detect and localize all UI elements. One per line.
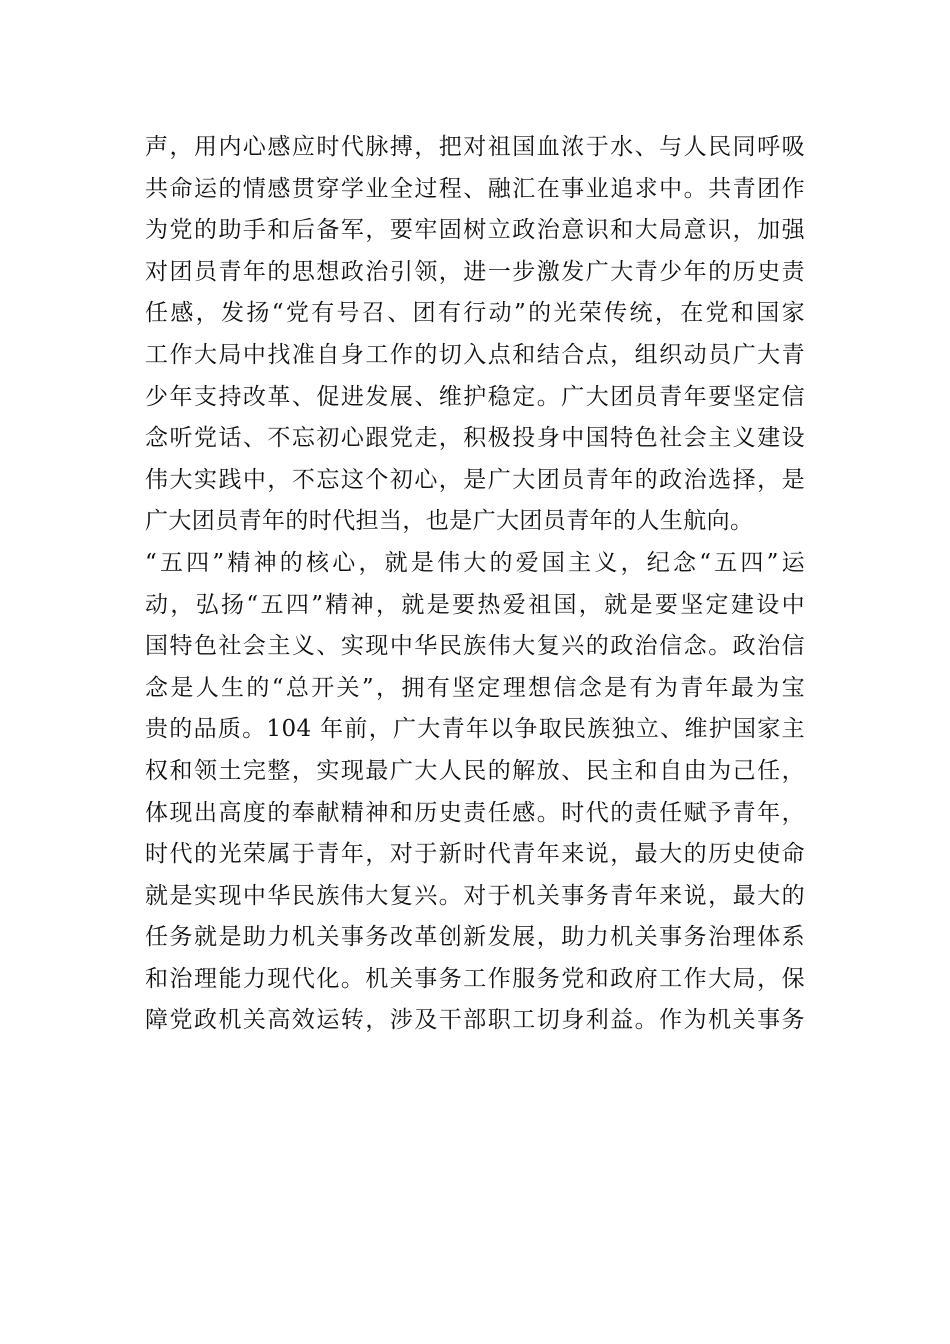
- text-line: 伟大实践中，不忘这个初心，是广大团员青年的政治选择，是: [145, 466, 805, 493]
- text-line: 声，用内心感应时代脉搏，把对祖国血浓于水、与人民同呼吸: [145, 134, 805, 160]
- text-line: 工作大局中找准自身工作的切入点和结合点，组织动员广大青: [145, 341, 805, 368]
- text-line: 体现出高度的奉献精神和历史责任感。时代的责任赋予青年，: [145, 799, 805, 826]
- text-line: 念听党话、不忘初心跟党走，积极投身中国特色社会主义建设: [145, 425, 805, 452]
- text-line: 和治理能力现代化。机关事务工作服务党和政府工作大局，保: [145, 965, 805, 992]
- body-text: [145, 127, 805, 1042]
- text-line: 贵的品质。104 年前，广大青年以争取民族独立、维护国家主: [145, 716, 805, 743]
- text-line: 念是人生的“总开关”，拥有坚定理想信念是有为青年最为宝: [145, 674, 805, 701]
- text-line: “五四”精神的核心，就是伟大的爱国主义，纪念“五四”运: [145, 549, 805, 576]
- text-line: 国特色社会主义、实现中华民族伟大复兴的政治信念。政治信: [145, 633, 805, 660]
- text-line: 时代的光荣属于青年，对于新时代青年来说，最大的历史使命: [145, 841, 805, 868]
- text-line: 少年支持改革、促进发展、维护稳定。广大团员青年要坚定信: [145, 383, 805, 410]
- text-line: 权和领土完整，实现最广大人民的解放、民主和自由为己任，: [145, 757, 805, 784]
- text-line: 任务就是助力机关事务改革创新发展，助力机关事务治理体系: [145, 924, 805, 951]
- text-line: 就是实现中华民族伟大复兴。对于机关事务青年来说，最大的: [145, 882, 805, 909]
- text-line: 动，弘扬“五四”精神，就是要热爱祖国，就是要坚定建设中: [145, 591, 805, 618]
- text-line: 任感，发扬“党有号召、团有行动”的光荣传统，在党和国家: [145, 300, 805, 327]
- text-line: 共命运的情感贯穿学业全过程、融汇在事业追求中。共青团作: [145, 175, 805, 202]
- text-line: 广大团员青年的时代担当，也是广大团员青年的人生航向。: [145, 508, 754, 535]
- text-line: 对团员青年的思想政治引领，进一步激发广大青少年的历史责: [145, 258, 805, 285]
- text-line: 为党的助手和后备军，要牢固树立政治意识和大局意识，加强: [145, 217, 805, 244]
- text-line: 障党政机关高效运转，涉及干部职工切身利益。作为机关事务: [145, 1007, 805, 1034]
